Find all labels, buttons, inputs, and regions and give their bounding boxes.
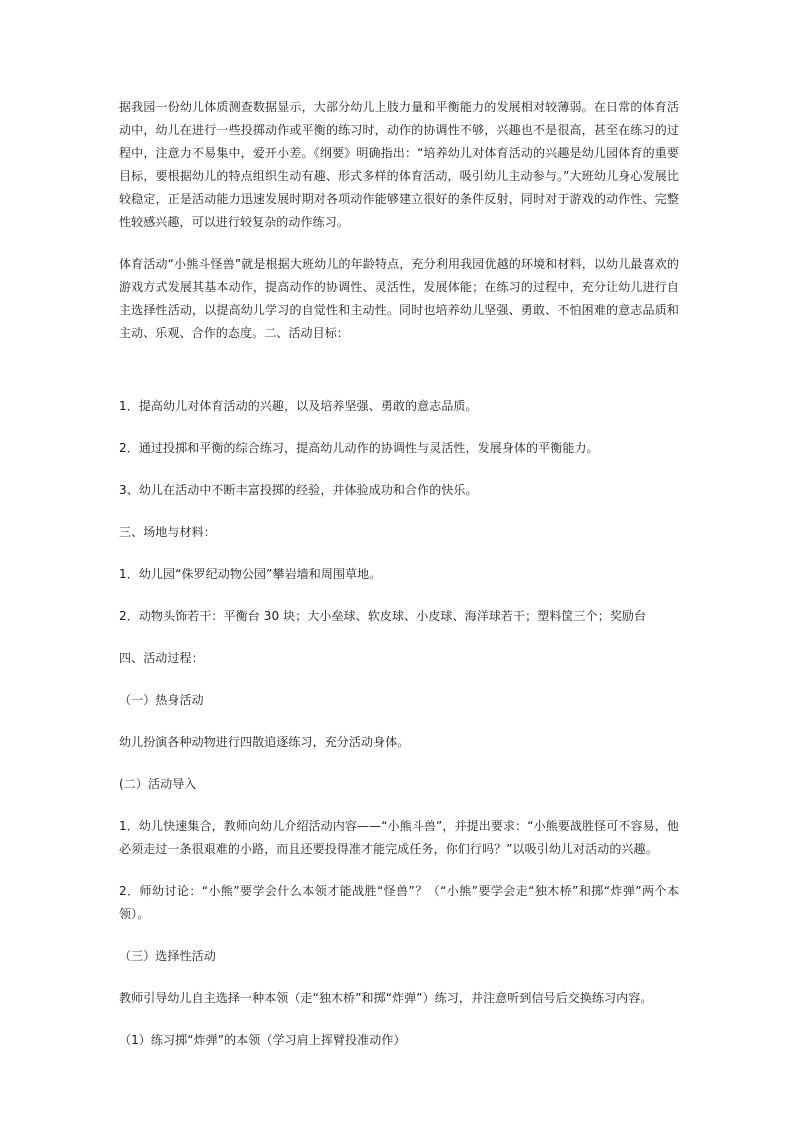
- paragraph-activity-intro: 体育活动“小熊斗怪兽”就是根据大班幼儿的年龄特点，充分利用我园优越的环境和材料，以幼儿最喜欢的游戏方式发展其基本动作，提高动作的协调性、灵活性，发展体能；在练习的过程中，充分让幼儿进行自主选择性活动，以提高幼儿学习的自觉性和主动性。同时也培养幼儿坚强、勇敢、不怕困难的意志品质和主动、乐观、合作的态度。二、活动目标：: [119, 257, 679, 340]
- goal-item-3: 3、幼儿在活动中不断丰富投掷的经验，并体验成功和合作的快乐。: [119, 483, 478, 497]
- practice-item-1: （1）练习掷“炸弹”的本领（学习肩上挥臂投准动作）: [119, 1033, 406, 1047]
- paragraph-warmup: 幼儿扮演各种动物进行四散追逐练习，充分活动身体。: [119, 735, 410, 749]
- goal-item-1: 1．提高幼儿对体育活动的兴趣，以及培养坚强、勇敢的意志品质。: [119, 399, 478, 413]
- paragraph-selective-activity: 教师引导幼儿自主选择一种本领（走“独木桥”和掷“炸弹”）练习，并注意听到信号后交换练习内容。: [119, 991, 653, 1005]
- paragraph-background: 据我园一份幼儿体质测查数据显示，大部分幼儿上肢力量和平衡能力的发展相对较薄弱。在日常的体育活动中，幼儿在进行一些投掷动作或平衡的练习时，动作的协调性不够，兴趣也不是很高，甚至在练习的过程中，注意力不易集中，爱开小差。《纲要》明确指出：“培养幼儿对体育活动的兴趣是幼儿园体育的重要目标，要根据幼儿的特点组织生动有趣、形式多样的体育活动，吸引幼儿主动参与。”大班幼儿身心发展比较稳定，正是活动能力迅速发展时期对各项动作能够建立很好的条件反射，同时对于游戏的动作性、完整性较感兴趣，可以进行较复杂的动作练习。: [119, 100, 679, 229]
- document-body: [119, 96, 679, 1052]
- goal-item-2: 2．通过投掷和平衡的综合练习，提高幼儿动作的协调性与灵活性，发展身体的平衡能力。: [119, 441, 599, 455]
- subheading-introduction: (二）活动导入: [119, 777, 197, 791]
- section-heading-process: 四、活动过程：: [119, 651, 204, 665]
- introduction-item-1: 1．幼儿快速集合，教师向幼儿介绍活动内容——“小熊斗兽”，并提出要求：“小熊要战胜怪可不容易，他必须走过一条很艰难的小路，而且还要投得准才能完成任务，你们行吗？”以吸引幼儿对活动的兴趣。: [119, 819, 679, 856]
- venue-item-1: 1．幼儿园“侏罗纪动物公园”攀岩墙和周围草地。: [119, 567, 382, 581]
- subheading-selective-activity: （三）选择性活动: [119, 949, 216, 963]
- introduction-item-2: 2．师幼讨论：“小熊”要学会什么本领才能战胜“怪兽”？（“小熊”要学会走“独木桥”和掷“炸弹”两个本领）。: [119, 884, 679, 921]
- subheading-warmup: （一）热身活动: [119, 693, 204, 707]
- venue-item-2: 2．动物头饰若干：平衡台 30 块；大小垒球、软皮球、小皮球、海洋球若干；塑料筐三个；奖励台: [119, 609, 647, 623]
- section-heading-venue: 三、场地与材料：: [119, 525, 216, 539]
